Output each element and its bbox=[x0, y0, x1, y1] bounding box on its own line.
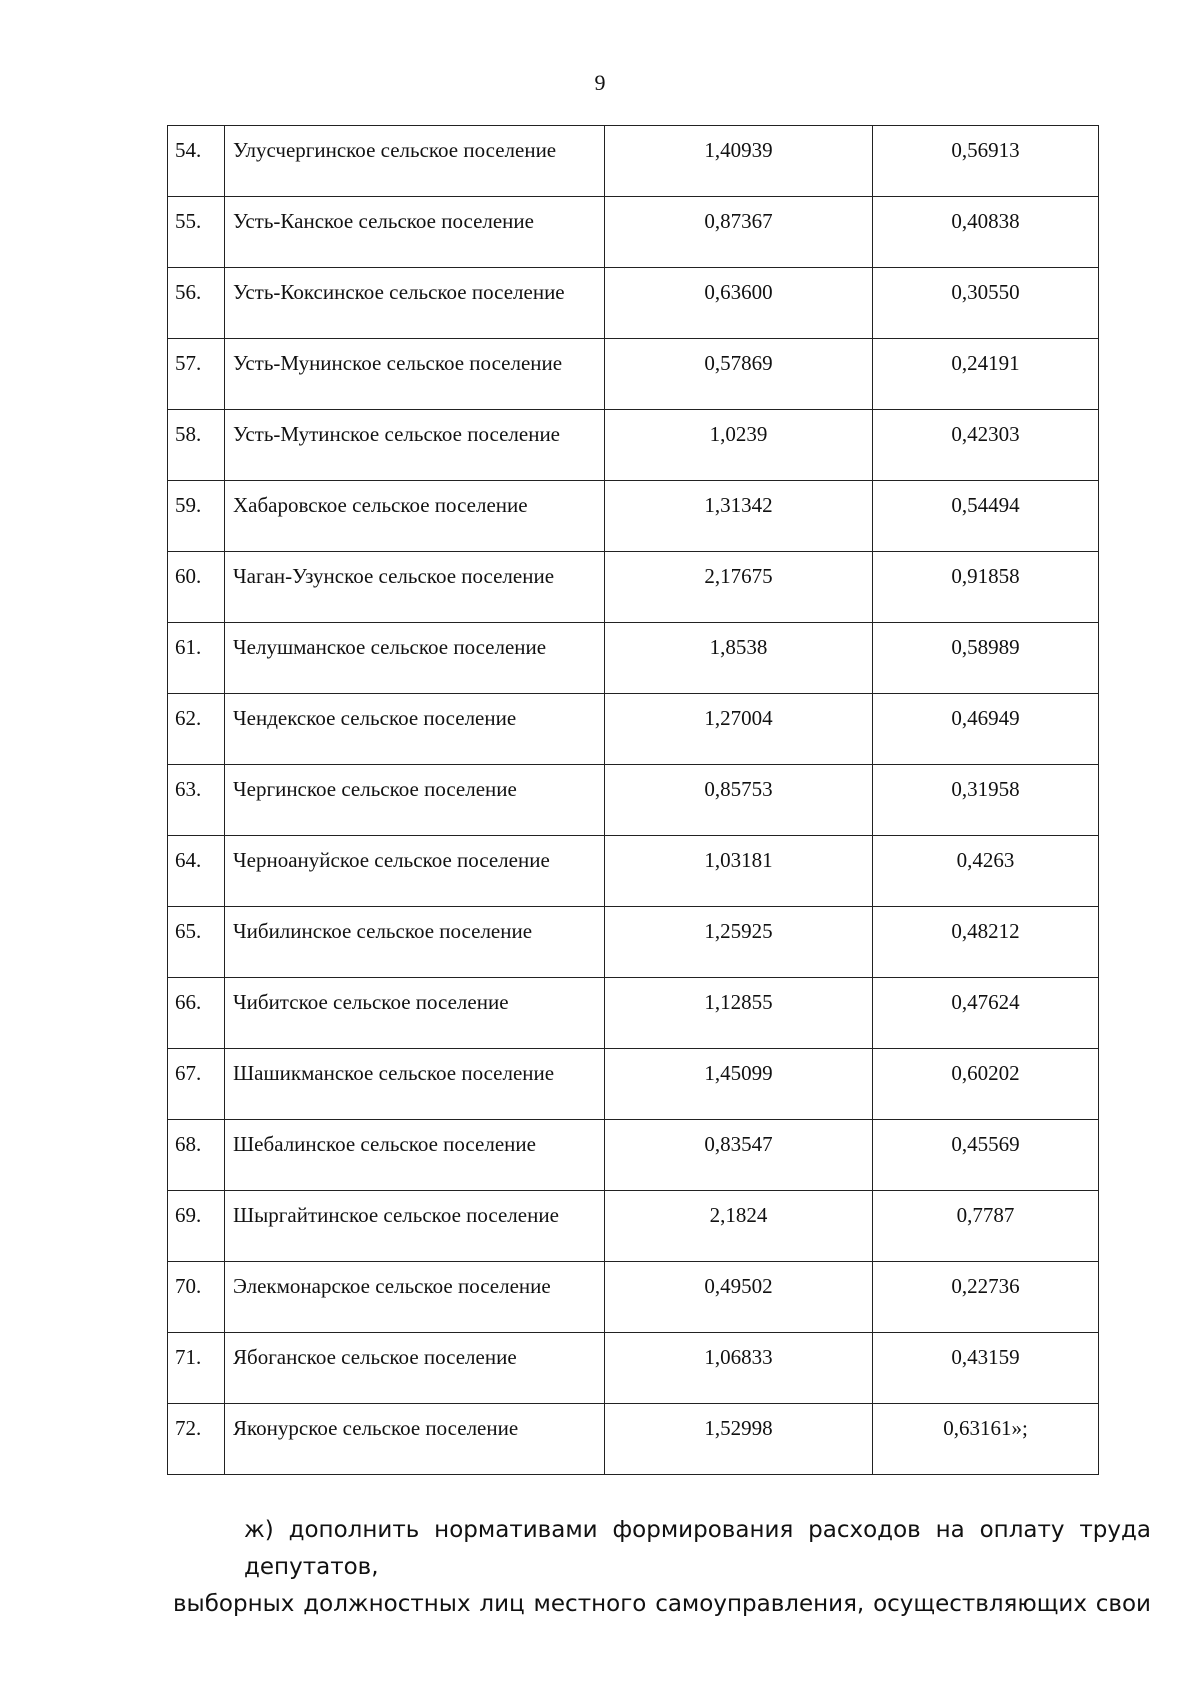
norms-table bbox=[167, 125, 1099, 1475]
table-row bbox=[168, 836, 1099, 907]
value-column-1: 0,87367 bbox=[605, 197, 873, 268]
settlement-name: Усть-Канское сельское поселение bbox=[225, 197, 605, 268]
table-row bbox=[168, 1191, 1099, 1262]
table-row bbox=[168, 1404, 1099, 1475]
value-column-2: 0,4263 bbox=[873, 836, 1099, 907]
table-row bbox=[168, 268, 1099, 339]
settlement-name: Шебалинское сельское поселение bbox=[225, 1120, 605, 1191]
row-number: 56. bbox=[168, 268, 225, 339]
value-column-2: 0,40838 bbox=[873, 197, 1099, 268]
value-column-2: 0,22736 bbox=[873, 1262, 1099, 1333]
table-row bbox=[168, 339, 1099, 410]
value-column-1: 2,17675 bbox=[605, 552, 873, 623]
value-column-2: 0,7787 bbox=[873, 1191, 1099, 1262]
value-column-2: 0,31958 bbox=[873, 765, 1099, 836]
value-column-2: 0,60202 bbox=[873, 1049, 1099, 1120]
settlement-name: Усть-Мунинское сельское поселение bbox=[225, 339, 605, 410]
settlement-name: Усть-Коксинское сельское поселение bbox=[225, 268, 605, 339]
value-column-1: 0,85753 bbox=[605, 765, 873, 836]
row-number: 61. bbox=[168, 623, 225, 694]
table-row bbox=[168, 552, 1099, 623]
value-column-1: 0,57869 bbox=[605, 339, 873, 410]
value-column-1: 1,03181 bbox=[605, 836, 873, 907]
row-number: 72. bbox=[168, 1404, 225, 1475]
value-column-1: 1,31342 bbox=[605, 481, 873, 552]
row-number: 63. bbox=[168, 765, 225, 836]
value-column-1: 1,52998 bbox=[605, 1404, 873, 1475]
value-column-1: 1,45099 bbox=[605, 1049, 873, 1120]
value-column-2: 0,58989 bbox=[873, 623, 1099, 694]
row-number: 59. bbox=[168, 481, 225, 552]
value-column-1: 2,1824 bbox=[605, 1191, 873, 1262]
row-number: 60. bbox=[168, 552, 225, 623]
row-number: 64. bbox=[168, 836, 225, 907]
row-number: 69. bbox=[168, 1191, 225, 1262]
settlement-name: Усть-Мутинское сельское поселение bbox=[225, 410, 605, 481]
norms-table-body bbox=[168, 126, 1099, 1475]
value-column-2: 0,48212 bbox=[873, 907, 1099, 978]
value-column-1: 1,25925 bbox=[605, 907, 873, 978]
table-row bbox=[168, 410, 1099, 481]
table-row bbox=[168, 694, 1099, 765]
table-row bbox=[168, 1120, 1099, 1191]
table-row bbox=[168, 623, 1099, 694]
table-row bbox=[168, 978, 1099, 1049]
table-row bbox=[168, 765, 1099, 836]
value-column-2: 0,43159 bbox=[873, 1333, 1099, 1404]
settlement-name: Чибитское сельское поселение bbox=[225, 978, 605, 1049]
value-column-2: 0,42303 bbox=[873, 410, 1099, 481]
row-number: 70. bbox=[168, 1262, 225, 1333]
row-number: 54. bbox=[168, 126, 225, 197]
table-row bbox=[168, 1262, 1099, 1333]
value-column-1: 1,0239 bbox=[605, 410, 873, 481]
settlement-name: Ябоганское сельское поселение bbox=[225, 1333, 605, 1404]
settlement-name: Улусчергинское сельское поселение bbox=[225, 126, 605, 197]
settlement-name: Чергинское сельское поселение bbox=[225, 765, 605, 836]
page-number: 9 bbox=[594, 70, 606, 95]
settlement-name: Хабаровское сельское поселение bbox=[225, 481, 605, 552]
value-column-1: 1,8538 bbox=[605, 623, 873, 694]
row-number: 67. bbox=[168, 1049, 225, 1120]
settlement-name: Чибилинское сельское поселение bbox=[225, 907, 605, 978]
row-number: 65. bbox=[168, 907, 225, 978]
table-row bbox=[168, 197, 1099, 268]
table-row bbox=[168, 481, 1099, 552]
value-column-2: 0,63161»; bbox=[873, 1404, 1099, 1475]
value-column-1: 1,27004 bbox=[605, 694, 873, 765]
settlement-name: Яконурское сельское поселение bbox=[225, 1404, 605, 1475]
row-number: 58. bbox=[168, 410, 225, 481]
row-number: 71. bbox=[168, 1333, 225, 1404]
table-row bbox=[168, 126, 1099, 197]
row-number: 68. bbox=[168, 1120, 225, 1191]
settlement-name: Чаган-Узунское сельское поселение bbox=[225, 552, 605, 623]
value-column-1: 0,83547 bbox=[605, 1120, 873, 1191]
value-column-2: 0,56913 bbox=[873, 126, 1099, 197]
value-column-1: 1,06833 bbox=[605, 1333, 873, 1404]
value-column-1: 0,63600 bbox=[605, 268, 873, 339]
value-column-2: 0,47624 bbox=[873, 978, 1099, 1049]
value-column-1: 1,12855 bbox=[605, 978, 873, 1049]
settlement-name: Шашикманское сельское поселение bbox=[225, 1049, 605, 1120]
table-row bbox=[168, 1333, 1099, 1404]
row-number: 66. bbox=[168, 978, 225, 1049]
row-number: 57. bbox=[168, 339, 225, 410]
settlement-name: Челушманское сельское поселение bbox=[225, 623, 605, 694]
value-column-2: 0,30550 bbox=[873, 268, 1099, 339]
table-row bbox=[168, 1049, 1099, 1120]
settlement-name: Черноануйское сельское поселение bbox=[225, 836, 605, 907]
value-column-2: 0,54494 bbox=[873, 481, 1099, 552]
value-column-2: 0,45569 bbox=[873, 1120, 1099, 1191]
body-text-line-1: ж) дополнить нормативами формирования расходов на оплату труда депутатов, bbox=[244, 1517, 1151, 1580]
body-text-line-2: выборных должностных лиц местного самоуправления, осуществляющих свои bbox=[173, 1591, 1151, 1617]
value-column-2: 0,91858 bbox=[873, 552, 1099, 623]
table-row bbox=[168, 907, 1099, 978]
settlement-name: Чендекское сельское поселение bbox=[225, 694, 605, 765]
value-column-1: 1,40939 bbox=[605, 126, 873, 197]
value-column-2: 0,46949 bbox=[873, 694, 1099, 765]
value-column-2: 0,24191 bbox=[873, 339, 1099, 410]
row-number: 55. bbox=[168, 197, 225, 268]
body-paragraph bbox=[173, 1512, 1151, 1623]
value-column-1: 0,49502 bbox=[605, 1262, 873, 1333]
settlement-name: Шыргайтинское сельское поселение bbox=[225, 1191, 605, 1262]
row-number: 62. bbox=[168, 694, 225, 765]
settlement-name: Элекмонарское сельское поселение bbox=[225, 1262, 605, 1333]
